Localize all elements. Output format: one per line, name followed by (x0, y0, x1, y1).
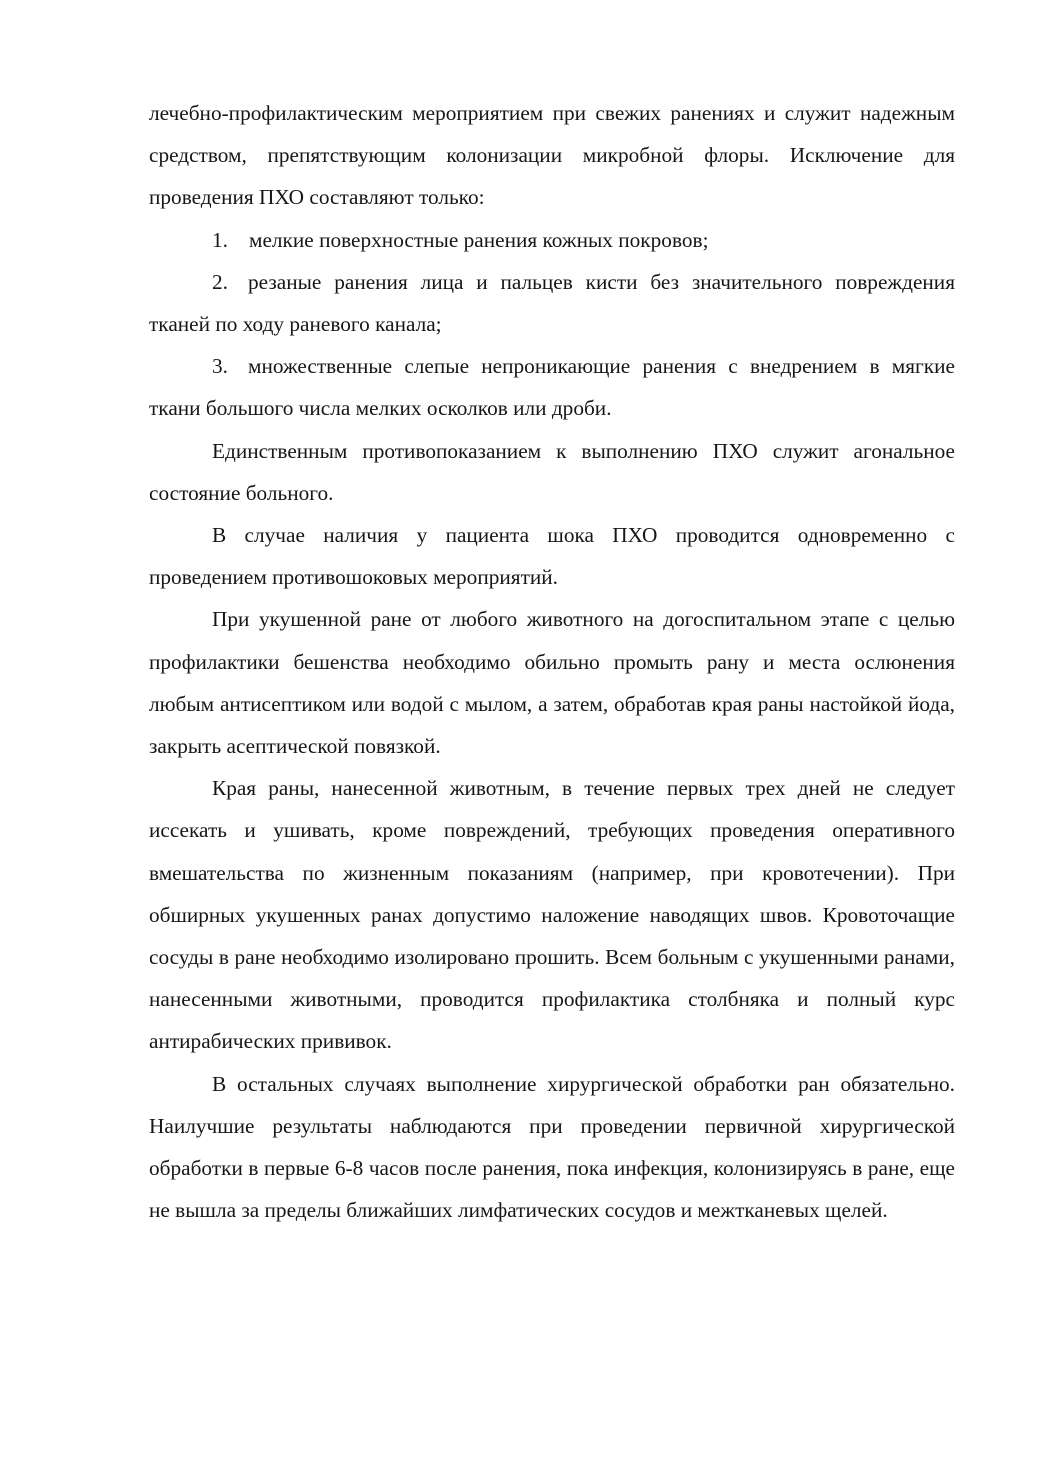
list-text: множественные слепые непроникающие ранения с внедрением в мягкие ткани большого числа мелких осколков или дроби. (149, 354, 955, 421)
paragraph-wound-edges: Края раны, нанесенной животным, в течение первых трех дней не следует иссекать и ушивать, кроме повреждений, требующих проведения оперативного вмешательства по жизненным показаниям (например, при кровотечении). При обширных укушенных ранах допустимо наложение наводящих швов. Кровоточащие сосуды в ране необходимо изолировано прошить. Всем больным с укушенными ранами, нанесенными животными, проводится профилактика столбняка и полный курс антирабических прививок. (149, 776, 955, 1054)
list-number: 2. (212, 269, 228, 294)
list-item-2 (149, 261, 955, 345)
document-page (149, 92, 955, 1231)
intro-paragraph: лечебно-профилактическим мероприятием при свежих ранениях и служит надежным средством, препятствующим колонизации микробной флоры. Исключение для проведения ПХО составляют только: (149, 101, 955, 210)
list-number: 1. (212, 227, 228, 252)
paragraph-other-cases: В остальных случаях выполнение хирургической обработки ран обязательно. Наилучшие результаты наблюдаются при проведении первичной хирургической обработки в первые 6-8 часов после ранения, пока инфекция, колонизируясь в ране, еще не вышла за пределы ближайших лимфатических сосудов и межтканевых щелей. (149, 1071, 955, 1223)
list-item-1 (149, 219, 955, 261)
list-number: 3. (212, 354, 228, 379)
list-item-3 (149, 345, 955, 429)
paragraph-shock: В случае наличия у пациента шока ПХО проводится одновременно с проведением противошоковых мероприятий. (149, 523, 955, 590)
list-text: мелкие поверхностные ранения кожных покровов; (249, 227, 709, 252)
list-text: резаные ранения лица и пальцев кисти без значительного повреждения тканей по ходу раневого канала; (149, 269, 955, 337)
paragraph-contraindication: Единственным противопоказанием к выполнению ПХО служит агональное состояние больного. (149, 438, 955, 505)
paragraph-bite-wound: При укушенной ране от любого животного на догоспитальном этапе с целью профилактики бешенства необходимо обильно промыть рану и места ослюнения любым антисептиком или водой с мылом, а затем, обработав края раны настойкой йода, закрыть асептической повязкой. (149, 607, 955, 759)
